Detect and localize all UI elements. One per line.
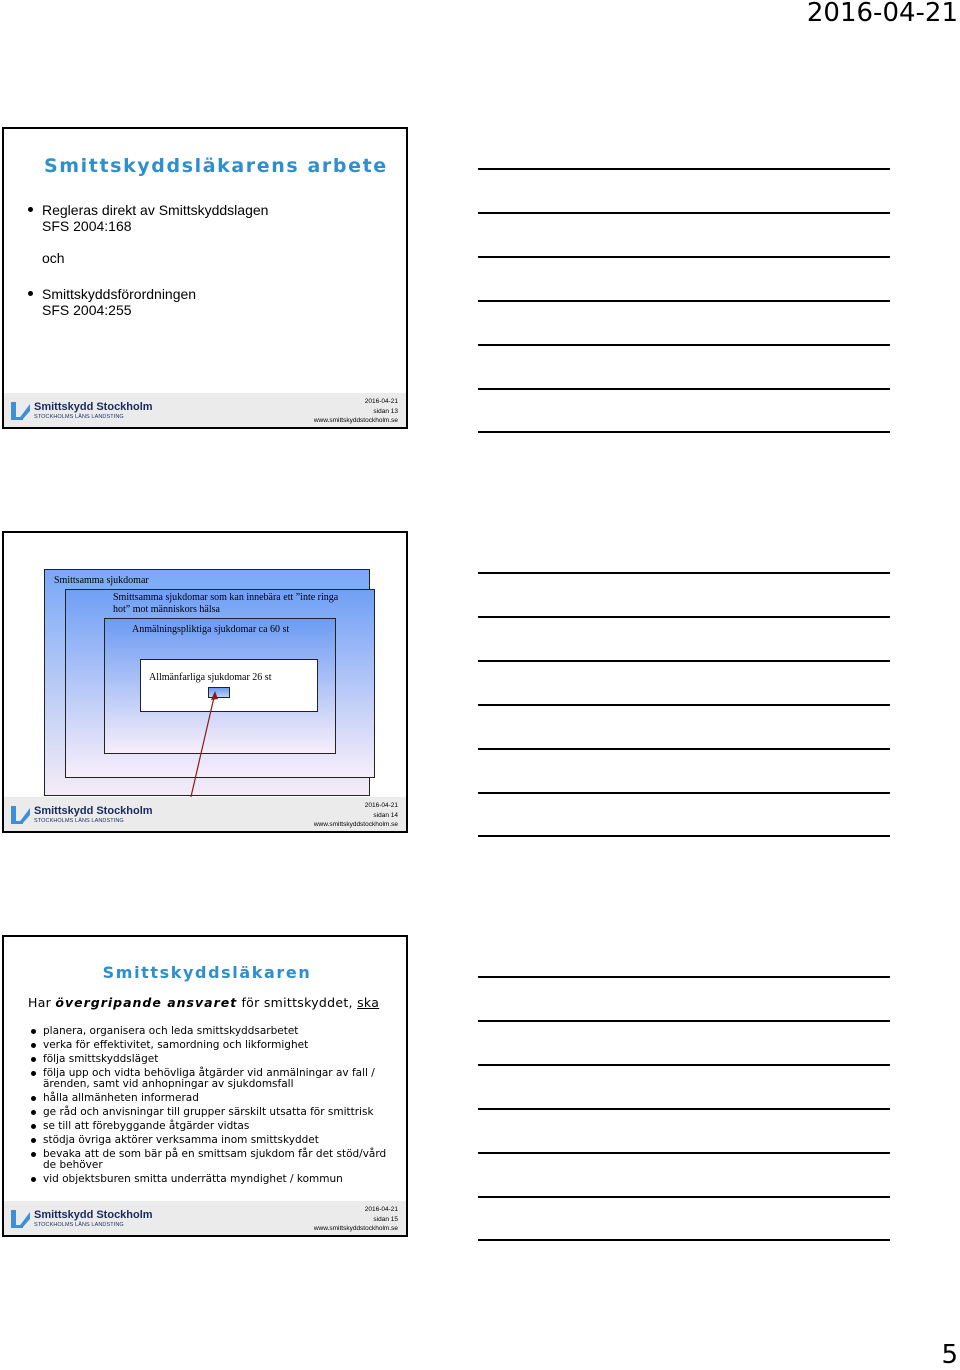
note-line xyxy=(478,431,890,433)
list-item xyxy=(28,1054,394,1065)
note-line xyxy=(478,1064,890,1066)
slide-13 xyxy=(2,127,408,429)
footer-date: 2016-04-21 xyxy=(364,1206,398,1213)
bullet-icon xyxy=(31,1043,36,1048)
slide-lead xyxy=(28,995,379,1010)
logo-name: Smittskydd Stockholm xyxy=(34,401,153,413)
slide-14 xyxy=(2,531,408,833)
bullet-icon xyxy=(31,1057,36,1062)
footer-website: www.smittskyddstockholm.se xyxy=(313,821,398,828)
note-line xyxy=(478,704,890,706)
footer-website: www.smittskyddstockholm.se xyxy=(313,417,398,424)
logo-name: Smittskydd Stockholm xyxy=(34,805,153,817)
logo xyxy=(10,804,153,828)
bullet-list xyxy=(26,202,268,334)
logo-name: Smittskydd Stockholm xyxy=(34,1209,153,1221)
bullet-icon xyxy=(28,207,33,212)
list-item-text: stödja övriga aktörer verksamma inom smittskyddet xyxy=(43,1134,319,1146)
bullet-icon xyxy=(31,1177,36,1182)
slide-footer xyxy=(4,1201,406,1235)
logo-mark-icon xyxy=(10,804,32,826)
footer-page-label: sidan 13 xyxy=(373,407,398,415)
lead-underline: ska xyxy=(357,995,380,1010)
list-item-text: hålla allmänheten informerad xyxy=(43,1092,199,1104)
diagram-label: Smittsamma sjukdomar xyxy=(54,575,149,586)
bullet-icon xyxy=(31,1029,36,1034)
list-item-text: verka för effektivitet, samordning och likformighet xyxy=(43,1039,309,1051)
list-item-text: se till att förebyggande åtgärder vidtas xyxy=(43,1120,250,1132)
list-item xyxy=(28,1040,394,1051)
lead-emphasis: övergripande ansvaret xyxy=(55,995,238,1010)
list-item xyxy=(26,286,268,318)
list-item-text: bevaka att de som bär på en smittsam sjukdom får det stöd/vård de behöver xyxy=(43,1148,387,1171)
list-item xyxy=(28,1026,394,1037)
list-item-text: följa smittskyddsläget xyxy=(43,1053,159,1065)
bullet-icon xyxy=(31,1124,36,1129)
logo-subtitle: STOCKHOLMS LÄNS LANDSTING xyxy=(34,414,124,420)
slide-title: Smittskyddsläkarens arbete xyxy=(44,155,388,177)
list-item xyxy=(28,1107,394,1118)
note-line xyxy=(478,835,890,837)
note-line xyxy=(478,616,890,618)
note-line xyxy=(478,748,890,750)
page-date: 2016-04-21 xyxy=(806,0,958,28)
note-line xyxy=(478,976,890,978)
note-line xyxy=(478,1108,890,1110)
list-item xyxy=(28,1174,394,1185)
slide-footer xyxy=(4,393,406,427)
list-item-text: följa upp och vidta behövliga åtgärder vid anmälningar av fall / ärenden, samt vid anhopningar av sjukdomsfall xyxy=(43,1067,375,1090)
bullet-icon xyxy=(31,1110,36,1115)
logo xyxy=(10,1208,153,1232)
note-line xyxy=(478,212,890,214)
note-line xyxy=(478,1196,890,1198)
list-item-text: SFS 2004:255 xyxy=(42,302,132,318)
list-item xyxy=(28,1093,394,1104)
lead-text: Har xyxy=(28,995,56,1010)
diagram-label: Smittsamma sjukdomar som kan innebära ett ”inte ringa hot” mot människors hälsa xyxy=(113,592,339,615)
list-item xyxy=(28,1149,394,1171)
bullet-icon xyxy=(28,291,33,296)
list-item-text: planera, organisera och leda smittskyddsarbetet xyxy=(43,1025,299,1037)
logo-subtitle: STOCKHOLMS LÄNS LANDSTING xyxy=(34,818,124,824)
list-item xyxy=(28,1121,394,1132)
logo-subtitle: STOCKHOLMS LÄNS LANDSTING xyxy=(34,1222,124,1228)
diagram-arrow xyxy=(4,533,408,833)
list-item-text: vid objektsburen smitta underrätta myndighet / kommun xyxy=(43,1173,343,1185)
list-item-text: ge råd och anvisningar till grupper särskilt utsatta för smittrisk xyxy=(43,1106,374,1118)
list-item xyxy=(28,1135,394,1146)
list-text: och xyxy=(42,250,65,266)
slide-footer xyxy=(4,797,406,831)
footer-date: 2016-04-21 xyxy=(364,802,398,809)
note-line xyxy=(478,660,890,662)
lead-text: för smittskyddet, xyxy=(237,995,358,1010)
note-line xyxy=(478,300,890,302)
page-number: 5 xyxy=(941,1340,958,1370)
note-line xyxy=(478,168,890,170)
bullet-list xyxy=(28,1026,394,1188)
footer-date: 2016-04-21 xyxy=(364,398,398,405)
note-line xyxy=(478,1239,890,1241)
slide-15 xyxy=(2,935,408,1237)
footer-info xyxy=(314,801,398,830)
list-item xyxy=(26,202,268,234)
note-line xyxy=(478,792,890,794)
slide-title: Smittskyddsläkaren xyxy=(102,963,312,982)
logo-mark-icon xyxy=(10,1208,32,1230)
note-line xyxy=(478,1020,890,1022)
footer-info xyxy=(314,397,398,426)
bullet-icon xyxy=(31,1152,36,1157)
diagram-label: Allmänfarliga sjukdomar 26 st xyxy=(149,672,272,683)
footer-page-label: sidan 14 xyxy=(373,811,398,819)
note-line xyxy=(478,256,890,258)
footer-website: www.smittskyddstockholm.se xyxy=(313,1225,398,1232)
bullet-icon xyxy=(31,1138,36,1143)
logo xyxy=(10,400,153,424)
note-line xyxy=(478,388,890,390)
logo-mark-icon xyxy=(10,400,32,422)
list-item-text: SFS 2004:168 xyxy=(42,218,132,234)
list-item-text: Smittskyddsförordningen xyxy=(42,286,197,302)
diagram-label: Anmälningspliktiga sjukdomar ca 60 st xyxy=(132,624,290,635)
list-item-text: Regleras direkt av Smittskyddslagen xyxy=(42,202,269,218)
note-line xyxy=(478,1152,890,1154)
footer-info xyxy=(314,1205,398,1234)
note-line xyxy=(478,572,890,574)
bullet-icon xyxy=(31,1096,36,1101)
note-line xyxy=(478,344,890,346)
footer-page-label: sidan 15 xyxy=(373,1215,398,1223)
list-item xyxy=(28,1068,394,1090)
bullet-icon xyxy=(31,1071,36,1076)
